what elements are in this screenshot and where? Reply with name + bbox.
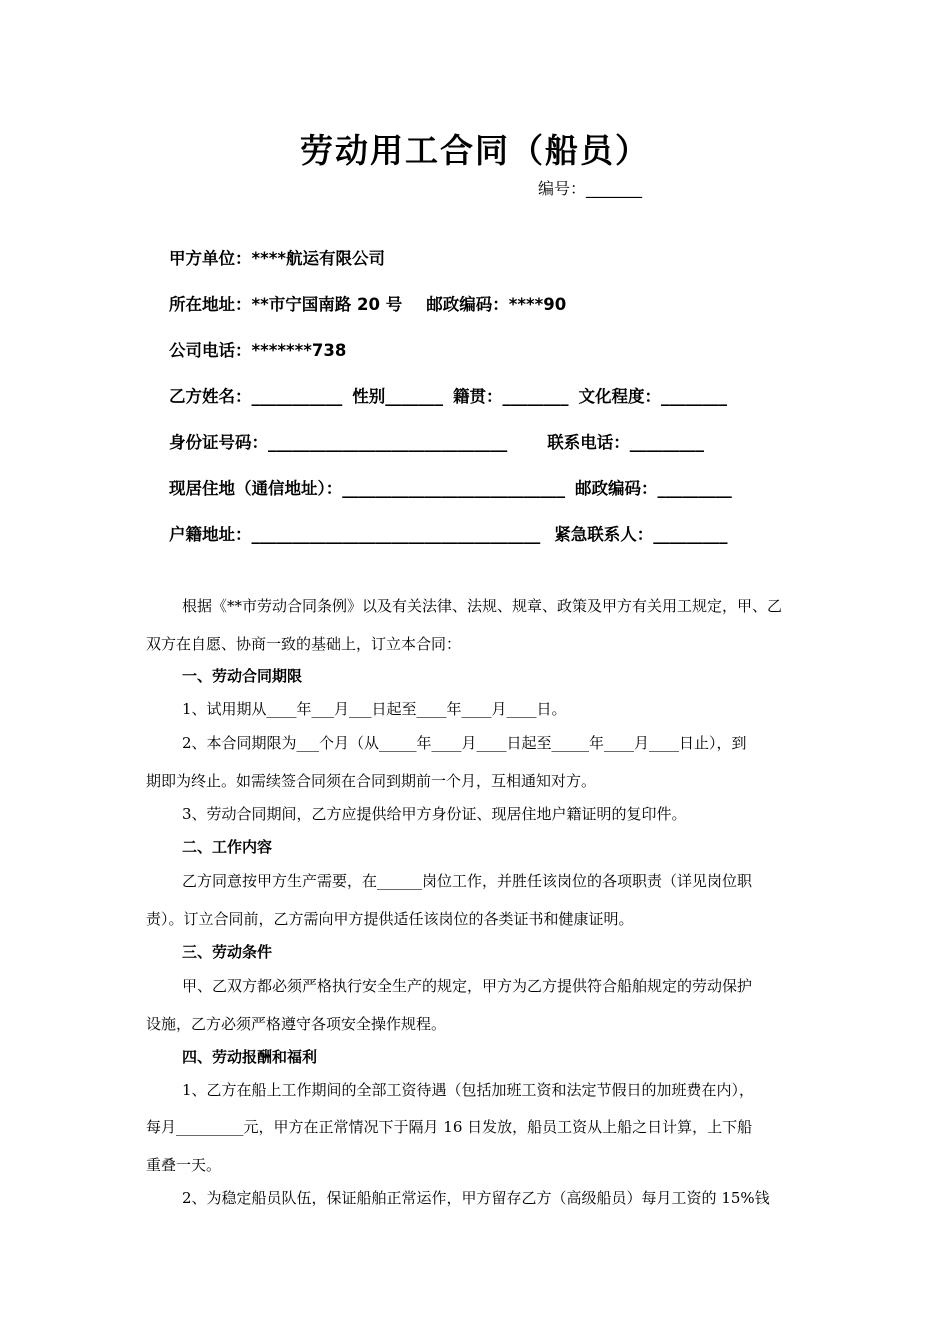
section-3-title: 三、劳动条件 bbox=[182, 943, 273, 961]
education-field: 文化程度：________ bbox=[578, 387, 727, 406]
section-4-paragraph-1a: 1、乙方在船上工作期间的全部工资待遇（包括加班工资和法定节假日的加班费在内）， bbox=[182, 1081, 755, 1099]
section-2-title: 二、工作内容 bbox=[182, 838, 273, 856]
section-4-paragraph-1b: 每月_________元，甲方在正常情况下于隔月 16 日发放，船员工资从上船之日计算，上下船 bbox=[146, 1118, 753, 1136]
intro-line-2: 双方在自愿、协商一致的基础上，订立本合同： bbox=[146, 635, 462, 653]
section-3-paragraph-1b: 设施，乙方必须严格遵守各项安全操作规程。 bbox=[146, 1015, 447, 1033]
section-1-title: 一、劳动合同期限 bbox=[182, 667, 303, 685]
emergency-contact-field: 紧急联系人：_________ bbox=[554, 525, 728, 544]
section-1-paragraph-1: 1、试用期从____年___月___日起至____年____月____日。 bbox=[182, 700, 567, 718]
document-title: 劳动用工合同（船员） bbox=[300, 131, 650, 170]
contact-phone-field: 联系电话：_________ bbox=[547, 433, 704, 452]
gender-field: 性别_______ bbox=[352, 387, 443, 406]
section-1-paragraph-3: 3、劳动合同期间，乙方应提供给甲方身份证、现居住地户籍证明的复印件。 bbox=[182, 805, 687, 823]
employee-name-field: 乙方姓名：___________ bbox=[168, 387, 343, 406]
hukou-line bbox=[146, 502, 727, 564]
section-4-paragraph-1c: 重叠一天。 bbox=[146, 1156, 222, 1174]
company-phone-field: 公司电话：*******738 bbox=[168, 341, 347, 360]
employer-field: 甲方单位：****航运有限公司 bbox=[168, 249, 385, 268]
section-1-paragraph-2a: 2、本合同期限为___个月（从_____年____月____日起至_____年____月____日止），到 bbox=[182, 734, 747, 752]
residence-postcode-field: 邮政编码：_________ bbox=[574, 479, 732, 498]
postcode-field: 邮政编码：****90 bbox=[426, 295, 567, 314]
document-number: 编号：_______ bbox=[538, 179, 643, 198]
native-place-field: 籍贯：________ bbox=[452, 387, 569, 406]
id-number-field: 身份证号码：_____________________________ bbox=[168, 433, 508, 452]
intro-line-1: 根据《**市劳动合同条例》以及有关法律、法规、规章、政策及甲方有关用工规定，甲、乙 bbox=[182, 597, 783, 615]
section-2-paragraph-1a: 乙方同意按甲方生产需要，在______岗位工作，并胜任该岗位的各项职责（详见岗位职 bbox=[182, 872, 753, 890]
address-field: 所在地址：**市宁国南路 20 号 bbox=[168, 295, 403, 314]
section-1-paragraph-2b: 期即为终止。如需续签合同须在合同到期前一个月，互相通知对方。 bbox=[146, 772, 597, 790]
section-3-paragraph-1a: 甲、乙双方都必须严格执行安全生产的规定，甲方为乙方提供符合船舶规定的劳动保护 bbox=[182, 977, 753, 995]
hukou-address-field: 户籍地址：___________________________________ bbox=[168, 525, 541, 544]
residence-field: 现居住地（通信地址）：___________________________ bbox=[168, 479, 565, 498]
section-4-title: 四、劳动报酬和福利 bbox=[182, 1048, 318, 1066]
section-2-paragraph-1b: 责）。订立合同前，乙方需向甲方提供适任该岗位的各类证书和健康证明。 bbox=[146, 910, 634, 928]
section-4-paragraph-2a: 2、为稳定船员队伍，保证船舶正常运作，甲方留存乙方（高级船员）每月工资的 15%钱 bbox=[182, 1189, 770, 1207]
